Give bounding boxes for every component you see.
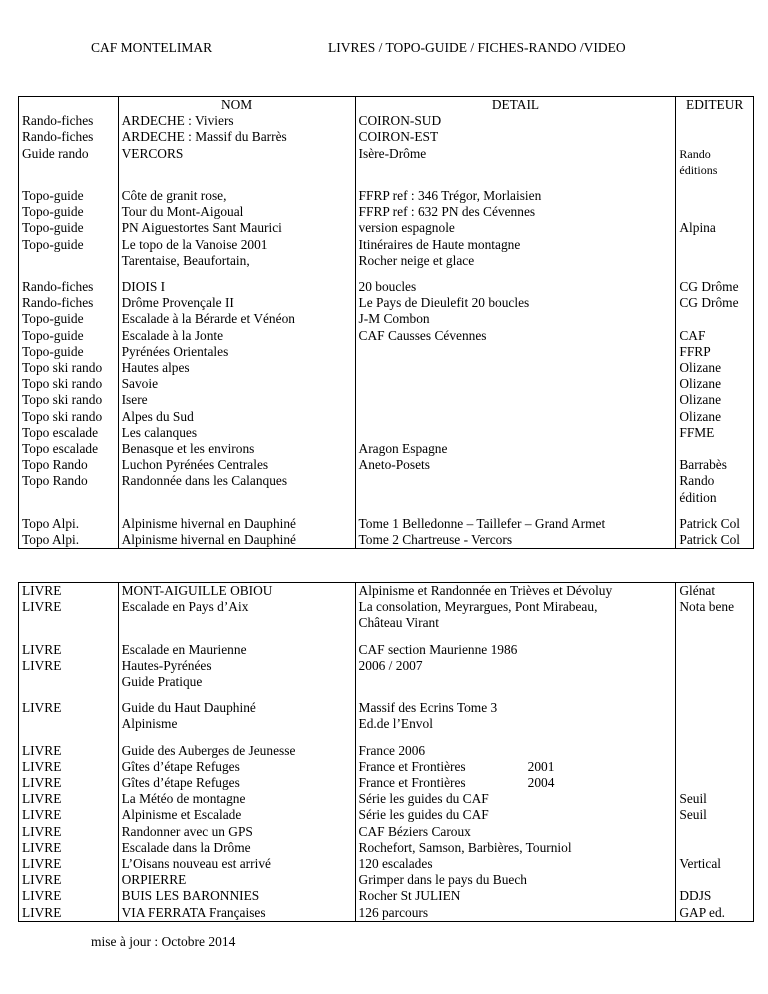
table-cell bbox=[676, 674, 754, 690]
table-cell: COIRON-SUD bbox=[355, 113, 676, 129]
footer-update-date: mise à jour : Octobre 2014 bbox=[91, 934, 236, 949]
table-cell: FFME bbox=[676, 425, 754, 441]
table-cell: Topo Alpi. bbox=[19, 532, 119, 549]
table-cell: Rocher St JULIEN bbox=[355, 888, 676, 904]
table-cell: COIRON-EST bbox=[355, 129, 676, 145]
table-cell bbox=[19, 690, 119, 700]
table-cell: VERCORS bbox=[118, 146, 355, 178]
table-cell bbox=[676, 700, 754, 716]
table-cell bbox=[676, 658, 754, 674]
table-cell: Olizane bbox=[676, 409, 754, 425]
table-cell bbox=[355, 360, 676, 376]
table-cell bbox=[676, 632, 754, 642]
table-cell bbox=[355, 759, 676, 775]
table-cell: Olizane bbox=[676, 360, 754, 376]
table-cell: Olizane bbox=[676, 376, 754, 392]
table-cell: Alpina bbox=[676, 220, 754, 236]
table-cell: Guide des Auberges de Jeunesse bbox=[118, 743, 355, 759]
table-cell bbox=[676, 113, 754, 129]
table-cell bbox=[19, 632, 119, 642]
table-cell: FFRP ref : 632 PN des Cévennes bbox=[355, 204, 676, 220]
table-cell: ORPIERRE bbox=[118, 872, 355, 888]
table-cell: Ed.de l’Envol bbox=[355, 716, 676, 732]
table-row bbox=[19, 583, 754, 600]
table-cell bbox=[676, 269, 754, 279]
table-cell: Tome 2 Chartreuse - Vercors bbox=[355, 532, 676, 549]
table-cell: LIVRE bbox=[19, 583, 119, 600]
table-cell: Barrabès bbox=[676, 457, 754, 473]
table-row bbox=[19, 674, 754, 690]
table-cell bbox=[355, 674, 676, 690]
table-cell: Savoie bbox=[118, 376, 355, 392]
spacer-row bbox=[19, 269, 754, 279]
table-cell: Guide rando bbox=[19, 146, 119, 178]
table-cell bbox=[118, 178, 355, 188]
table-header-row bbox=[19, 97, 754, 114]
table-cell: Topo ski rando bbox=[19, 392, 119, 408]
table-cell bbox=[355, 376, 676, 392]
table-cell: Le Pays de Dieulefit 20 boucles bbox=[355, 295, 676, 311]
table-cell: version espagnole bbox=[355, 220, 676, 236]
table-cell bbox=[118, 632, 355, 642]
table-cell: Les calanques bbox=[118, 425, 355, 441]
table-cell bbox=[355, 344, 676, 360]
detail-year: 2004 bbox=[527, 775, 555, 791]
table-cell: Topo-guide bbox=[19, 204, 119, 220]
table-cell: Rando-fiches bbox=[19, 295, 119, 311]
table-cell bbox=[676, 129, 754, 145]
table-cell: Itinéraires de Haute montagne bbox=[355, 237, 676, 253]
table-cell: 20 boucles bbox=[355, 279, 676, 295]
table-row bbox=[19, 457, 754, 473]
table-cell: Rando édition bbox=[676, 473, 754, 505]
table-row bbox=[19, 888, 754, 904]
table-cell bbox=[355, 733, 676, 743]
table-row bbox=[19, 599, 754, 615]
spacer-row bbox=[19, 690, 754, 700]
column-header-detail: DETAIL bbox=[355, 97, 676, 114]
table-cell: Vertical bbox=[676, 856, 754, 872]
table-row bbox=[19, 204, 754, 220]
table-cell bbox=[355, 632, 676, 642]
table-cell: Alpinisme hivernal en Dauphiné bbox=[118, 532, 355, 549]
table-cell bbox=[355, 690, 676, 700]
table-cell: Topo escalade bbox=[19, 441, 119, 457]
table-cell: LIVRE bbox=[19, 743, 119, 759]
table-cell bbox=[676, 506, 754, 516]
spacer-row bbox=[19, 632, 754, 642]
detail-text: France et Frontières bbox=[358, 775, 466, 791]
table-row bbox=[19, 237, 754, 253]
table-cell: Escalade dans la Drôme bbox=[118, 840, 355, 856]
table-cell: Rando-fiches bbox=[19, 113, 119, 129]
table-row bbox=[19, 392, 754, 408]
table-cell: Tour du Mont-Aigoual bbox=[118, 204, 355, 220]
table-row bbox=[19, 872, 754, 888]
detail-text: France et Frontières bbox=[358, 758, 466, 774]
table-cell: Isere bbox=[118, 392, 355, 408]
table-cell: Hautes alpes bbox=[118, 360, 355, 376]
table-cell: Topo ski rando bbox=[19, 360, 119, 376]
table-cell: LIVRE bbox=[19, 759, 119, 775]
table-cell: Alpinisme hivernal en Dauphiné bbox=[118, 516, 355, 532]
spacer-row bbox=[19, 506, 754, 516]
table-row bbox=[19, 473, 754, 505]
table-cell: Le topo de la Vanoise 2001 bbox=[118, 237, 355, 253]
header-right: LIVRES / TOPO-GUIDE / FICHES-RANDO /VIDEO bbox=[328, 40, 626, 55]
table-cell: Glénat bbox=[676, 583, 754, 600]
table-row bbox=[19, 409, 754, 425]
table-row bbox=[19, 441, 754, 457]
table-cell: ARDECHE : Massif du Barrès bbox=[118, 129, 355, 145]
table-cell: Escalade à la Bérarde et Vénéon bbox=[118, 311, 355, 327]
table-cell: Topo ski rando bbox=[19, 409, 119, 425]
table-cell: Rochefort, Samson, Barbières, Tourniol bbox=[355, 840, 676, 856]
table-row bbox=[19, 344, 754, 360]
table-cell: Escalade en Maurienne bbox=[118, 642, 355, 658]
table-cell: Gîtes d’étape Refuges bbox=[118, 759, 355, 775]
table-cell bbox=[118, 690, 355, 700]
table-cell: LIVRE bbox=[19, 658, 119, 674]
table-cell: Rocher neige et glace bbox=[355, 253, 676, 269]
table-cell bbox=[118, 733, 355, 743]
table-row bbox=[19, 146, 754, 178]
table-row bbox=[19, 716, 754, 732]
table-cell: Guide Pratique bbox=[118, 674, 355, 690]
table-cell bbox=[676, 615, 754, 631]
table-cell: CAF Causses Cévennes bbox=[355, 328, 676, 344]
table-cell bbox=[676, 840, 754, 856]
table-cell bbox=[676, 204, 754, 220]
table-row bbox=[19, 376, 754, 392]
table-cell: Topo ski rando bbox=[19, 376, 119, 392]
table-cell bbox=[676, 311, 754, 327]
table-cell: 120 escalades bbox=[355, 856, 676, 872]
table-cell: LIVRE bbox=[19, 791, 119, 807]
table-cell bbox=[676, 759, 754, 775]
table-cell: J-M Combon bbox=[355, 311, 676, 327]
table-cell: 126 parcours bbox=[355, 905, 676, 922]
table-cell bbox=[355, 269, 676, 279]
table-row bbox=[19, 532, 754, 549]
table-row bbox=[19, 642, 754, 658]
table-cell: VIA FERRATA Françaises bbox=[118, 905, 355, 922]
table-cell: Topo-guide bbox=[19, 237, 119, 253]
table-cell: Seuil bbox=[676, 791, 754, 807]
table-cell bbox=[676, 716, 754, 732]
table-cell: Topo-guide bbox=[19, 328, 119, 344]
table-cell bbox=[355, 392, 676, 408]
table-row bbox=[19, 658, 754, 674]
table-row bbox=[19, 807, 754, 823]
table-row bbox=[19, 328, 754, 344]
table-row bbox=[19, 188, 754, 204]
table-row bbox=[19, 905, 754, 922]
table-cell: Série les guides du CAF bbox=[355, 807, 676, 823]
table-cell: Luchon Pyrénées Centrales bbox=[118, 457, 355, 473]
table-cell: L’Oisans nouveau est arrivé bbox=[118, 856, 355, 872]
table-cell: Nota bene bbox=[676, 599, 754, 615]
column-header-nom: NOM bbox=[118, 97, 355, 114]
header-left: CAF MONTELIMAR bbox=[91, 40, 213, 55]
table-row bbox=[19, 775, 754, 791]
table-row bbox=[19, 759, 754, 775]
table-row bbox=[19, 425, 754, 441]
table-cell: LIVRE bbox=[19, 840, 119, 856]
table-row bbox=[19, 311, 754, 327]
table-cell bbox=[118, 615, 355, 631]
table-cell: LIVRE bbox=[19, 824, 119, 840]
table-cell bbox=[355, 178, 676, 188]
table-row bbox=[19, 824, 754, 840]
table-cell: Rando-fiches bbox=[19, 129, 119, 145]
table-cell: Topo Alpi. bbox=[19, 516, 119, 532]
table-cell bbox=[676, 178, 754, 188]
table-cell: Rando-fiches bbox=[19, 279, 119, 295]
table-cell: Alpinisme et Randonnée en Trièves et Dévoluy bbox=[355, 583, 676, 600]
table-cell: LIVRE bbox=[19, 888, 119, 904]
table-cell: LIVRE bbox=[19, 905, 119, 922]
table-cell: LIVRE bbox=[19, 700, 119, 716]
table-cell: Massif des Ecrins Tome 3 bbox=[355, 700, 676, 716]
table-cell bbox=[676, 188, 754, 204]
spacer-row bbox=[19, 733, 754, 743]
table-cell: CAF section Maurienne 1986 bbox=[355, 642, 676, 658]
table-cell bbox=[355, 506, 676, 516]
table-cell: Alpinisme et Escalade bbox=[118, 807, 355, 823]
table-cell: Côte de granit rose, bbox=[118, 188, 355, 204]
table-cell: Isère-Drôme bbox=[355, 146, 676, 178]
table-cell bbox=[118, 506, 355, 516]
table-cell: FFRP ref : 346 Trégor, Morlaisien bbox=[355, 188, 676, 204]
table-cell: Olizane bbox=[676, 392, 754, 408]
table-cell: Tome 1 Belledonne – Taillefer – Grand Armet bbox=[355, 516, 676, 532]
table-cell: Tarentaise, Beaufortain, bbox=[118, 253, 355, 269]
table-cell: Guide du Haut Dauphiné bbox=[118, 700, 355, 716]
table-cell bbox=[676, 441, 754, 457]
table-cell: Randonner avec un GPS bbox=[118, 824, 355, 840]
table-cell: Alpes du Sud bbox=[118, 409, 355, 425]
table-cell: Topo Rando bbox=[19, 457, 119, 473]
table-cell: Gîtes d’étape Refuges bbox=[118, 775, 355, 791]
table-cell bbox=[676, 237, 754, 253]
table-cell: France 2006 bbox=[355, 743, 676, 759]
table-cell: Escalade en Pays d’Aix bbox=[118, 599, 355, 615]
table-cell: LIVRE bbox=[19, 775, 119, 791]
table-row bbox=[19, 700, 754, 716]
table-cell: Série les guides du CAF bbox=[355, 791, 676, 807]
table-cell: ARDECHE : Viviers bbox=[118, 113, 355, 129]
table-cell: Drôme Provençale II bbox=[118, 295, 355, 311]
table-cell: Topo-guide bbox=[19, 188, 119, 204]
table-row bbox=[19, 615, 754, 631]
table-cell bbox=[19, 97, 119, 114]
column-header-editeur: EDITEUR bbox=[676, 97, 754, 114]
table-cell: Seuil bbox=[676, 807, 754, 823]
table-cell: LIVRE bbox=[19, 642, 119, 658]
table-cell: Patrick Col bbox=[676, 532, 754, 549]
table-cell: BUIS LES BARONNIES bbox=[118, 888, 355, 904]
table-cell: Topo-guide bbox=[19, 344, 119, 360]
table-cell: Benasque et les environs bbox=[118, 441, 355, 457]
table-cell bbox=[676, 743, 754, 759]
table-cell bbox=[19, 506, 119, 516]
table-cell: Patrick Col bbox=[676, 516, 754, 532]
table-cell: Topo-guide bbox=[19, 220, 119, 236]
table-cell: Rando éditions bbox=[676, 146, 754, 178]
table-cell: Escalade à la Jonte bbox=[118, 328, 355, 344]
table-topos bbox=[18, 96, 754, 549]
table-cell: DDJS bbox=[676, 888, 754, 904]
table-row bbox=[19, 279, 754, 295]
table-cell: CAF Béziers Caroux bbox=[355, 824, 676, 840]
table-cell: CG Drôme bbox=[676, 279, 754, 295]
table-cell: LIVRE bbox=[19, 856, 119, 872]
table-cell: LIVRE bbox=[19, 807, 119, 823]
table-cell: PN Aiguestortes Sant Maurici bbox=[118, 220, 355, 236]
table-cell: Topo escalade bbox=[19, 425, 119, 441]
table-row bbox=[19, 295, 754, 311]
table-cell: LIVRE bbox=[19, 599, 119, 615]
table-cell bbox=[19, 269, 119, 279]
table-cell: Alpinisme bbox=[118, 716, 355, 732]
table-cell bbox=[19, 178, 119, 188]
table-cell bbox=[676, 733, 754, 743]
table-row bbox=[19, 220, 754, 236]
table-cell bbox=[676, 775, 754, 791]
table-cell bbox=[355, 409, 676, 425]
table-row bbox=[19, 129, 754, 145]
table-row bbox=[19, 743, 754, 759]
table-cell bbox=[676, 642, 754, 658]
spacer-row bbox=[19, 178, 754, 188]
table-cell: MONT-AIGUILLE OBIOU bbox=[118, 583, 355, 600]
table-row bbox=[19, 791, 754, 807]
table-cell: LIVRE bbox=[19, 872, 119, 888]
table-cell: Grimper dans le pays du Buech bbox=[355, 872, 676, 888]
table-cell bbox=[355, 425, 676, 441]
table-livres bbox=[18, 582, 754, 922]
table-cell: 2006 / 2007 bbox=[355, 658, 676, 674]
table-row bbox=[19, 253, 754, 269]
table-cell bbox=[118, 269, 355, 279]
table-row bbox=[19, 856, 754, 872]
table-cell: GAP ed. bbox=[676, 905, 754, 922]
table-cell: Château Virant bbox=[355, 615, 676, 631]
table-cell bbox=[19, 733, 119, 743]
table-cell: Aragon Espagne bbox=[355, 441, 676, 457]
table-cell bbox=[676, 253, 754, 269]
table-cell bbox=[19, 253, 119, 269]
table-row bbox=[19, 360, 754, 376]
table-cell: La consolation, Meyrargues, Pont Mirabeau, bbox=[355, 599, 676, 615]
table-row bbox=[19, 516, 754, 532]
table-cell: Topo-guide bbox=[19, 311, 119, 327]
table-cell bbox=[19, 615, 119, 631]
table-cell bbox=[676, 872, 754, 888]
table-row bbox=[19, 840, 754, 856]
table-cell: Randonnée dans les Calanques bbox=[118, 473, 355, 505]
table-cell: Pyrénées Orientales bbox=[118, 344, 355, 360]
table-cell: CAF bbox=[676, 328, 754, 344]
table-cell: La Météo de montagne bbox=[118, 791, 355, 807]
table-cell bbox=[676, 690, 754, 700]
table-cell: Aneto-Posets bbox=[355, 457, 676, 473]
detail-year: 2001 bbox=[527, 758, 555, 774]
table-cell: DIOIS I bbox=[118, 279, 355, 295]
table-cell bbox=[355, 775, 676, 791]
table-cell bbox=[19, 716, 119, 732]
table-cell: CG Drôme bbox=[676, 295, 754, 311]
table-cell bbox=[676, 824, 754, 840]
table-cell bbox=[355, 473, 676, 505]
table-cell bbox=[19, 674, 119, 690]
table-row bbox=[19, 113, 754, 129]
table-cell: Topo Rando bbox=[19, 473, 119, 505]
table-cell: FFRP bbox=[676, 344, 754, 360]
table-cell: Hautes-Pyrénées bbox=[118, 658, 355, 674]
